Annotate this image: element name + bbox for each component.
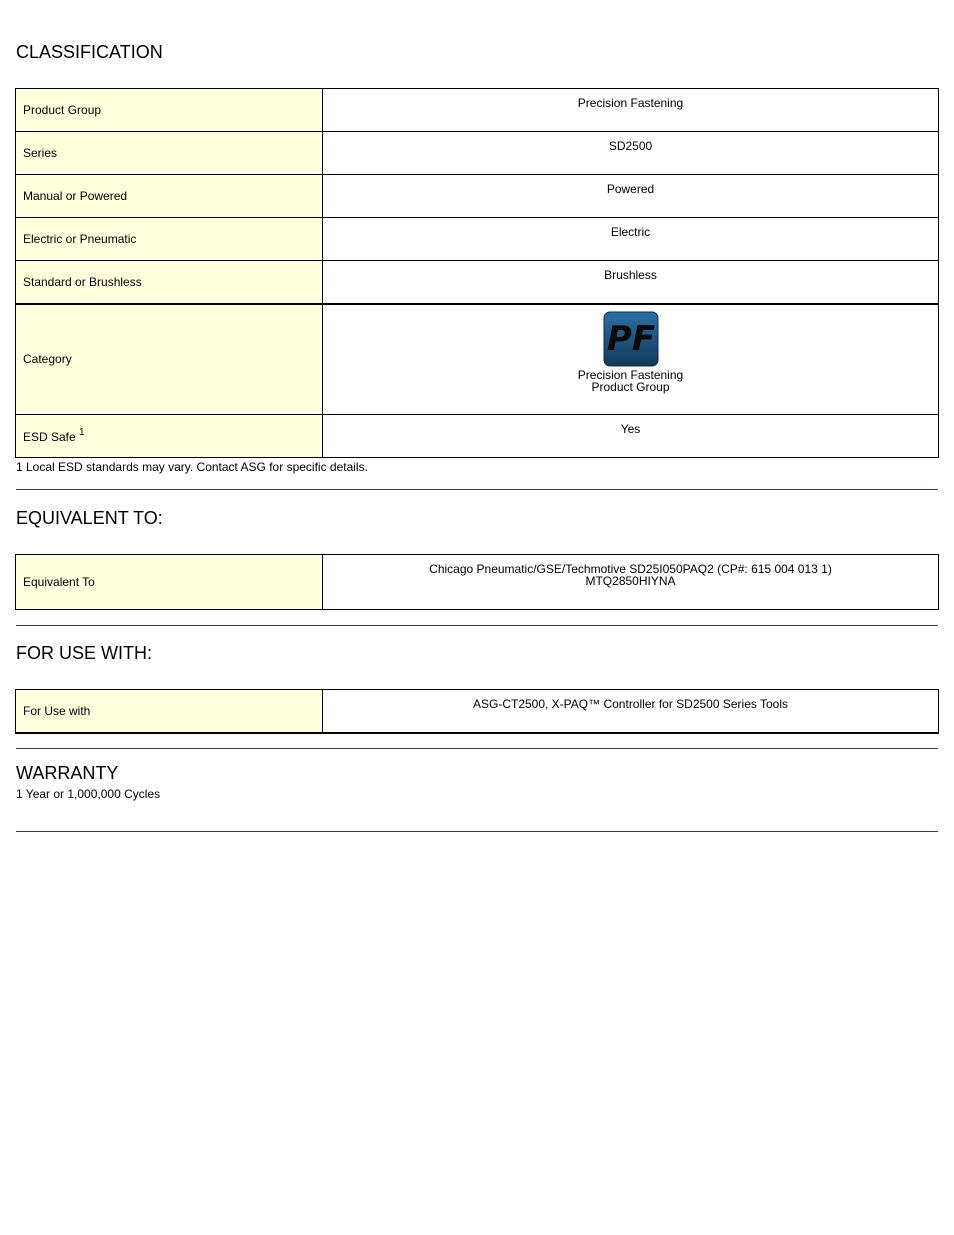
esd-footnote-marker: 1 [79, 427, 85, 438]
category-caption-line1: Precision Fastening [577, 367, 684, 382]
row-value: Precision Fastening [323, 89, 939, 132]
row-label: Electric or Pneumatic [16, 218, 323, 261]
table-row-esd [16, 415, 939, 458]
esd-label-text: ESD Safe [23, 430, 76, 444]
table-row [16, 555, 939, 610]
table-row-category [16, 304, 939, 415]
row-value: SD2500 [323, 132, 939, 175]
precision-fastening-logo-icon [603, 311, 659, 367]
equivalent-value-line1: Chicago Pneumatic/GSE/Techmotive SD25I050PAQ2 (CP#: 615 004 013 1) [429, 562, 832, 576]
equivalent-value-line2: MTQ2850HIYNA [585, 574, 676, 588]
classification-title: CLASSIFICATION [16, 42, 163, 62]
for-use-with-value: ASG-CT2500, X-PAQ™ Controller for SD2500 Series Tools [323, 690, 939, 733]
equivalent-value [323, 555, 939, 610]
for-use-with-table [15, 689, 939, 734]
warranty-title: WARRANTY [16, 763, 119, 783]
section-divider [16, 489, 938, 490]
for-use-with-label: For Use with [16, 690, 323, 733]
category-label: Category [16, 304, 323, 415]
section-divider [16, 748, 938, 749]
table-row [16, 218, 939, 261]
row-label: Manual or Powered [16, 175, 323, 218]
table-row [16, 690, 939, 733]
table-row [16, 261, 939, 304]
table-row [16, 89, 939, 132]
section-divider [16, 831, 938, 832]
esd-footnote: 1 Local ESD standards may vary. Contact ASG for specific details. [16, 460, 368, 474]
esd-value: Yes [323, 415, 939, 458]
category-caption-line2: Product Group [591, 379, 670, 394]
row-value: Powered [323, 175, 939, 218]
table-row [16, 175, 939, 218]
logo-text: PF [606, 318, 655, 359]
row-label: Series [16, 132, 323, 175]
equivalent-label: Equivalent To [16, 555, 323, 610]
table-row [16, 132, 939, 175]
row-label: Standard or Brushless [16, 261, 323, 304]
row-value: Electric [323, 218, 939, 261]
row-value: Brushless [323, 261, 939, 304]
equivalent-title: EQUIVALENT TO: [16, 508, 163, 528]
category-value [323, 304, 939, 415]
esd-label [16, 415, 323, 458]
warranty-text: 1 Year or 1,000,000 Cycles [16, 787, 161, 801]
section-divider [16, 625, 938, 626]
equivalent-table [15, 554, 939, 610]
row-label: Product Group [16, 89, 323, 132]
for-use-with-title: FOR USE WITH: [16, 643, 152, 663]
classification-table [15, 88, 939, 458]
